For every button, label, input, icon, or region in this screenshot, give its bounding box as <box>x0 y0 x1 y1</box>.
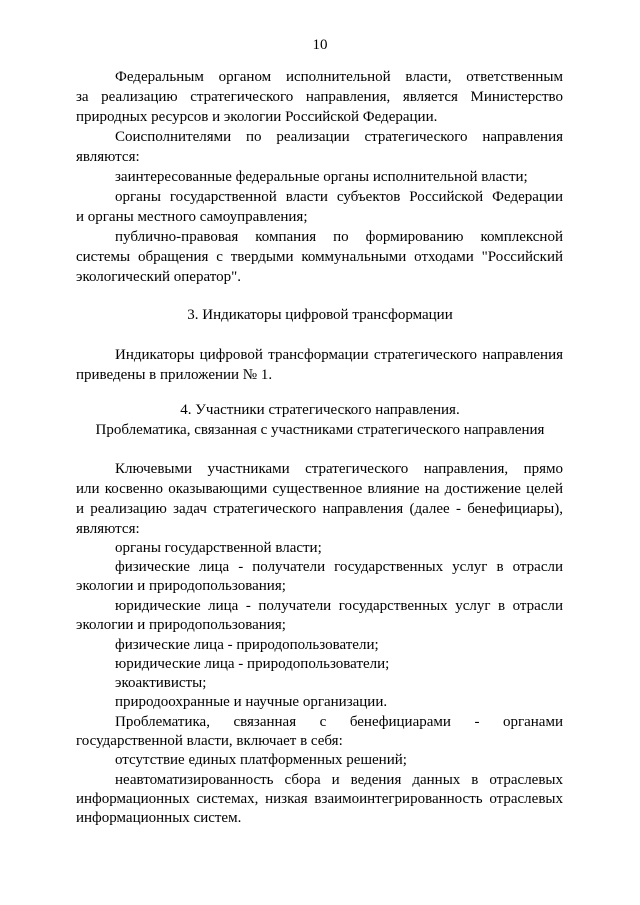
section-heading: 3. Индикаторы цифровой трансформации <box>187 307 453 323</box>
list-item: экологии и природопользования; <box>76 617 286 633</box>
page-number: 10 <box>312 37 328 53</box>
list-item: юридические лица - получатели государственных услуг в отрасли <box>115 598 563 614</box>
section-heading: 4. Участники стратегического направления. <box>180 402 460 418</box>
paragraph-line: за реализацию стратегического направления, является Министерство <box>76 89 563 105</box>
section-subheading: Проблематика, связанная с участниками стратегического направления <box>95 422 545 438</box>
paragraph-line: органы государственной власти субъектов Российской Федерации <box>115 189 563 205</box>
paragraph-line: Федеральным органом исполнительной власти, ответственным <box>115 69 563 85</box>
paragraph-line: Проблематика, связанная с бенефициарами - органами <box>115 714 563 730</box>
paragraph-line: являются: <box>76 521 140 537</box>
paragraph-line: публично-правовая компания по формированию комплексной <box>115 229 563 245</box>
list-item: экоактивисты; <box>115 675 207 691</box>
list-item: органы государственной власти; <box>115 540 322 556</box>
paragraph-line: и реализацию задач стратегического направления (далее - бенефициары), <box>76 501 563 517</box>
paragraph-line: Индикаторы цифровой трансформации стратегического направления <box>115 347 563 363</box>
list-item: природоохранные и научные организации. <box>115 694 388 710</box>
paragraph-line: или косвенно оказывающими существенное влияние на достижение целей <box>76 481 563 497</box>
list-item: экологии и природопользования; <box>76 578 286 594</box>
list-item: физические лица - природопользователи; <box>115 637 379 653</box>
paragraph-line: государственной власти, включает в себя: <box>76 733 343 749</box>
list-item: информационных систем. <box>76 810 242 826</box>
paragraph-line: природных ресурсов и экологии Российской Федерации. <box>76 109 438 125</box>
paragraph-line: Соисполнителями по реализации стратегического направления <box>115 129 563 145</box>
list-item: отсутствие единых платформенных решений; <box>115 752 407 768</box>
paragraph-line: экологический оператор". <box>76 269 241 285</box>
paragraph-line: заинтересованные федеральные органы исполнительной власти; <box>115 169 528 185</box>
paragraph-line: Ключевыми участниками стратегического направления, прямо <box>115 461 563 477</box>
list-item: информационных системах, низкая взаимоинтегрированность отраслевых <box>76 791 563 807</box>
list-item: физические лица - получатели государственных услуг в отрасли <box>115 559 563 575</box>
paragraph-line: являются: <box>76 149 140 165</box>
paragraph-line: системы обращения с твердыми коммунальными отходами "Российский <box>76 249 563 265</box>
paragraph-line: приведены в приложении № 1. <box>76 367 273 383</box>
paragraph-line: и органы местного самоуправления; <box>76 209 308 225</box>
list-item: юридические лица - природопользователи; <box>115 656 390 672</box>
list-item: неавтоматизированность сбора и ведения данных в отраслевых <box>115 772 563 788</box>
